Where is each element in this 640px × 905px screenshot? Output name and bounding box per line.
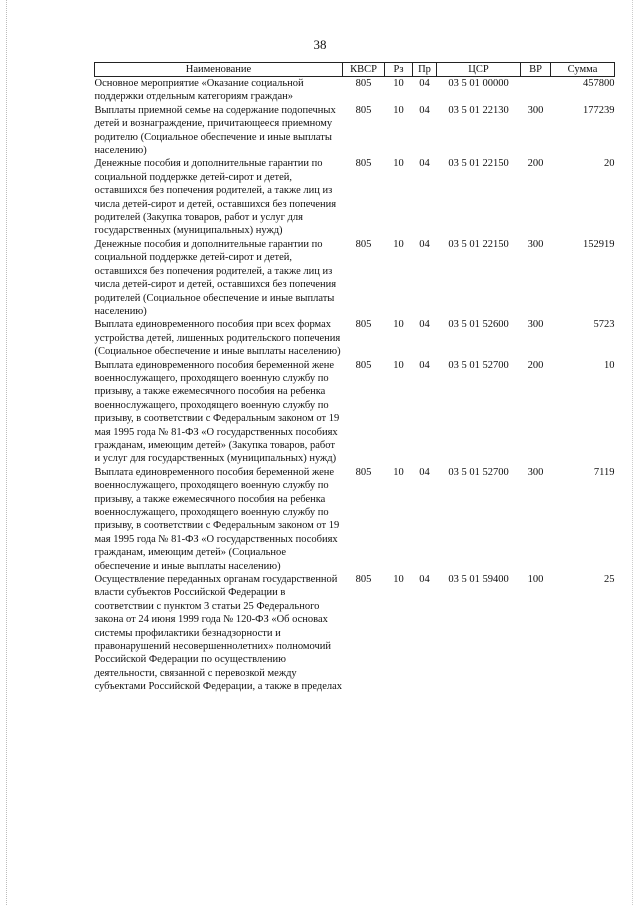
table-row [95, 359, 615, 466]
row-pr: 04 [419, 319, 430, 331]
header-kvsr: КВСР [343, 63, 385, 77]
table-row [95, 318, 615, 358]
table-row [95, 104, 615, 158]
budget-table [94, 62, 615, 694]
row-kvsr: 805 [355, 238, 372, 250]
header-vr: ВР [521, 63, 551, 77]
row-sum: 152919 [583, 238, 615, 250]
row-csr: 03 5 01 52600 [448, 319, 509, 331]
row-vr: 300 [527, 238, 544, 250]
row-rz: 10 [393, 359, 404, 371]
row-pr: 04 [419, 238, 430, 250]
row-csr: 03 5 01 00000 [448, 78, 509, 89]
row-name: Выплата единовременного пособия беременной жене военнослужащего, проходящего военную службу по призыву, а также ежемесячного пособия на ребенка военнослужащего, проходящего военную службу по призыву, в соответствии с Федеральным законом от 19 мая 1995 года № 81-ФЗ «О государственных пособиях гражданам, имеющим детей» (Социальное обеспечение и иные выплаты населению) [94, 466, 340, 572]
table-body [95, 77, 615, 694]
row-vr [521, 77, 551, 104]
header-sum: Сумма [551, 63, 615, 77]
row-rz: 10 [393, 78, 404, 89]
row-name: Основное мероприятие «Оказание социальной поддержки отдельным категориям граждан» [94, 78, 304, 103]
row-vr: 200 [527, 158, 544, 170]
table-row [95, 573, 615, 694]
row-pr: 04 [419, 466, 430, 478]
row-kvsr: 805 [355, 78, 372, 89]
header-name: Наименование [95, 63, 343, 77]
table-row [95, 238, 615, 318]
row-name: Выплаты приемной семье на содержание подопечных детей и вознаграждение, причитающееся приемному родителю (Социальное обеспечение и иные выплаты населению) [94, 104, 336, 157]
row-csr: 03 5 01 52700 [448, 359, 509, 371]
row-rz: 10 [393, 104, 404, 116]
row-name: Денежные пособия и дополнительные гарантии по социальной поддержке детей-сирот и детей, оставшихся без попечения родителей, а также лиц из числа детей-сирот и детей, оставшихся без попечения родителей (Социальное обеспечение и иные выплаты населению) [94, 238, 337, 317]
row-kvsr: 805 [355, 574, 372, 586]
row-vr: 100 [527, 574, 544, 586]
table-row [95, 466, 615, 573]
row-csr: 03 5 01 22150 [448, 238, 509, 250]
row-name: Осуществление переданных органам государственной власти субъектов Российской Федерации в соответствии с пунктом 3 статьи 25 Федерального закона от 24 июня 1999 года № 120-ФЗ «Об основах системы профилактики безнадзорности и правонарушений несовершеннолетних» полномочий Российской Федерации по осуществлению деятельности, связанной с перевозкой между субъектами Российской Федерации, а также в пределах [94, 574, 343, 693]
row-pr: 04 [419, 574, 430, 586]
row-kvsr: 805 [355, 359, 372, 371]
header-pr: Пр [413, 63, 437, 77]
row-kvsr: 805 [355, 466, 372, 478]
row-kvsr: 805 [355, 158, 372, 170]
row-csr: 03 5 01 59400 [448, 574, 509, 586]
row-vr: 300 [527, 104, 544, 116]
row-vr: 200 [527, 359, 544, 371]
scan-right-edge [632, 0, 634, 905]
row-sum: 25 [604, 574, 615, 586]
scan-left-edge [6, 0, 8, 905]
row-sum: 20 [604, 158, 615, 170]
header-rz: Рз [385, 63, 413, 77]
row-pr: 04 [419, 359, 430, 371]
row-sum: 5723 [593, 319, 615, 331]
row-sum: 457800 [583, 78, 615, 89]
row-rz: 10 [393, 574, 404, 586]
row-rz: 10 [393, 238, 404, 250]
row-sum: 177239 [583, 104, 615, 116]
row-csr: 03 5 01 22150 [448, 158, 509, 170]
row-rz: 10 [393, 319, 404, 331]
row-pr: 04 [419, 104, 430, 116]
row-name: Выплата единовременного пособия при всех формах устройства детей, лишенных родительского попечения (Социальное обеспечение и иные выплаты населению) [94, 319, 341, 358]
table-header [95, 63, 615, 77]
row-rz: 10 [393, 158, 404, 170]
table-row [95, 157, 615, 237]
row-kvsr: 805 [355, 319, 372, 331]
row-csr: 03 5 01 22130 [448, 104, 509, 116]
row-csr: 03 5 01 52700 [448, 466, 509, 478]
budget-table-container [94, 62, 614, 694]
row-vr: 300 [527, 319, 544, 331]
row-vr: 300 [527, 466, 544, 478]
row-kvsr: 805 [355, 104, 372, 116]
row-sum: 10 [604, 359, 615, 371]
table-row [95, 77, 615, 104]
row-pr: 04 [419, 158, 430, 170]
row-sum: 7119 [593, 466, 615, 478]
row-rz: 10 [393, 466, 404, 478]
row-pr: 04 [419, 78, 430, 89]
row-name: Денежные пособия и дополнительные гарантии по социальной поддержке детей-сирот и детей, оставшихся без попечения родителей, а также лиц из числа детей-сирот и детей, оставшихся без попечения родителей (Закупка товаров, работ и услуг для государственных (муниципальных) нужд) [94, 158, 337, 237]
page-number: 38 [313, 37, 327, 52]
header-csr: ЦСР [437, 63, 521, 77]
row-name: Выплата единовременного пособия беременной жене военнослужащего, проходящего военную службу по призыву, а также ежемесячного пособия на ребенка военнослужащего, проходящего военную службу по призыву, в соответствии с Федеральным законом от 19 мая 1995 года № 81-ФЗ «О государственных пособиях гражданам, имеющим детей» (Закупка товаров, работ и услуг для государственных (муниципальных) нужд) [94, 359, 340, 465]
